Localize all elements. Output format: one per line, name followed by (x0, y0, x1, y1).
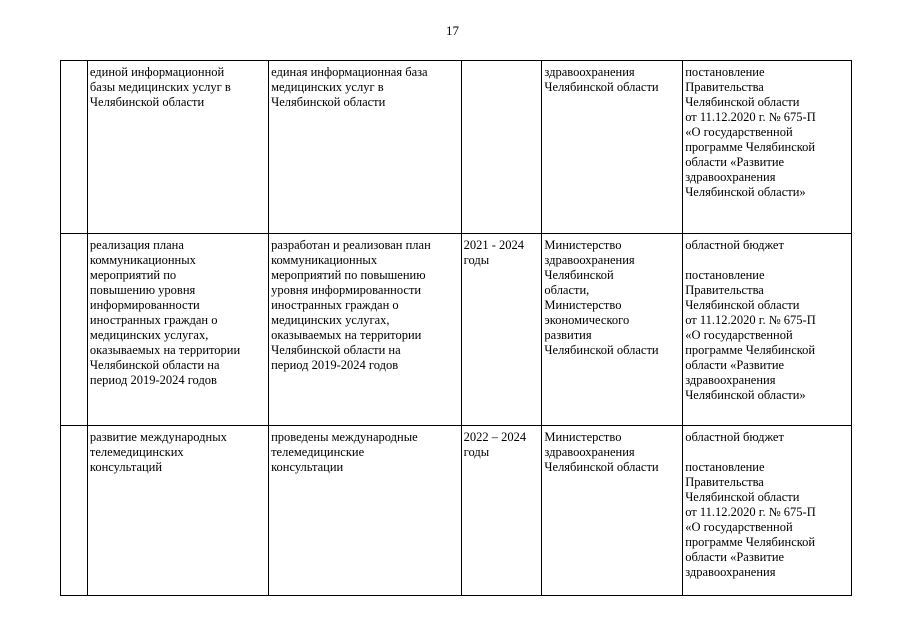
activity-line: медицинских услугах, (89, 328, 209, 342)
legal-basis-line: «О государственной (685, 328, 793, 342)
term-line: годы (463, 445, 490, 459)
term-line: 2021 - 2024 (463, 238, 525, 252)
executor-line: области, (544, 283, 590, 297)
result-line: коммуникационных (271, 253, 378, 267)
executor-line: Челябинской области (544, 460, 659, 474)
term-line: 2022 – 2024 (463, 430, 527, 444)
activity-line: период 2019-2024 годов (89, 373, 217, 387)
activity-cell (87, 426, 268, 596)
result-cell (269, 234, 462, 426)
activity-line: Челябинской области (89, 95, 205, 109)
legal-basis-line: Челябинской области» (685, 388, 806, 402)
executor-line: здравоохранения (544, 65, 635, 79)
executor-line: Челябинской (544, 268, 614, 282)
legal-basis-line: от 11.12.2020 г. № 675-П (685, 313, 816, 327)
legal-basis-line: здравоохранения (685, 565, 776, 579)
legal-basis-line: Челябинской области (685, 490, 800, 504)
activity-line: телемедицинских (89, 445, 184, 459)
activity-line: оказываемых на территории (89, 343, 241, 357)
executor-cell (542, 61, 683, 234)
executor-line: Министерство (544, 298, 622, 312)
activity-line: развитие международных (89, 430, 227, 444)
legal-basis-line: от 11.12.2020 г. № 675-П (685, 110, 816, 124)
activity-line: повышению уровня (89, 283, 196, 297)
result-line: единая информационная база (271, 65, 428, 79)
funding-line: областной бюджет (685, 238, 784, 252)
activity-line: мероприятий по (89, 268, 177, 282)
legal-basis-line: Правительства (685, 80, 764, 94)
executor-line: экономического (544, 313, 630, 327)
term-cell (461, 61, 542, 234)
legal-basis-line: постановление (685, 460, 765, 474)
term-line: годы (463, 253, 490, 267)
executor-line: Челябинской области (544, 80, 659, 94)
executor-line: здравоохранения (544, 445, 635, 459)
table-row (61, 61, 852, 234)
executor-line: Челябинской области (544, 343, 659, 357)
number-cell (61, 61, 88, 234)
legal-basis-line: программе Челябинской (685, 535, 816, 549)
result-line: уровня информированности (271, 283, 422, 297)
result-line: разработан и реализован план (271, 238, 431, 252)
result-line: мероприятий по повышению (271, 268, 426, 282)
legal-basis-line: Правительства (685, 475, 764, 489)
result-line: период 2019-2024 годов (271, 358, 399, 372)
activity-line: иностранных граждан о (89, 313, 218, 327)
legal-basis-line: программе Челябинской (685, 140, 816, 154)
executor-line: здравоохранения (544, 253, 635, 267)
result-cell (269, 61, 462, 234)
result-line: телемедицинские (271, 445, 365, 459)
activity-line: коммуникационных (89, 253, 196, 267)
activity-line: единой информационной (89, 65, 225, 79)
source-cell (683, 234, 852, 426)
source-cell (683, 426, 852, 596)
legal-basis-line: здравоохранения (685, 170, 776, 184)
activity-cell (87, 61, 268, 234)
legal-basis-line: области «Развитие (685, 550, 785, 564)
term-cell (461, 234, 542, 426)
source-cell (683, 61, 852, 234)
table-row (61, 426, 852, 596)
legal-basis-line: Челябинской области» (685, 185, 806, 199)
result-line: Челябинской области на (271, 343, 401, 357)
legal-basis-line: постановление (685, 65, 765, 79)
executor-cell (542, 234, 683, 426)
result-line: консультации (271, 460, 344, 474)
legal-basis-line: области «Развитие (685, 155, 785, 169)
legal-basis-line: Правительства (685, 283, 764, 297)
funding-line: областной бюджет (685, 430, 784, 444)
executor-line: Министерство (544, 430, 622, 444)
activity-line: консультаций (89, 460, 163, 474)
activity-line: базы медицинских услуг в (89, 80, 231, 94)
result-line: оказываемых на территории (271, 328, 422, 342)
executor-cell (542, 426, 683, 596)
table-row (61, 234, 852, 426)
result-line: Челябинской области (271, 95, 386, 109)
number-cell (61, 426, 88, 596)
activity-line: Челябинской области на (89, 358, 220, 372)
legal-basis-line: Челябинской области (685, 298, 800, 312)
result-line: проведены международные (271, 430, 418, 444)
legal-basis-line: «О государственной (685, 520, 793, 534)
term-cell (461, 426, 542, 596)
legal-basis-line: области «Развитие (685, 358, 785, 372)
legal-basis-line: программе Челябинской (685, 343, 816, 357)
program-table (60, 60, 852, 596)
legal-basis-line: постановление (685, 268, 765, 282)
program-table-body (61, 61, 852, 596)
legal-basis-line: здравоохранения (685, 373, 776, 387)
result-line: медицинских услугах, (271, 313, 390, 327)
legal-basis-line: Челябинской области (685, 95, 800, 109)
result-cell (269, 426, 462, 596)
result-line: иностранных граждан о (271, 298, 399, 312)
executor-line: развития (544, 328, 592, 342)
executor-line: Министерство (544, 238, 622, 252)
page-number: 17 (446, 23, 459, 38)
legal-basis-line: от 11.12.2020 г. № 675-П (685, 505, 816, 519)
activity-cell (87, 234, 268, 426)
activity-line: реализация плана (89, 238, 184, 252)
legal-basis-line: «О государственной (685, 125, 793, 139)
activity-line: информированности (89, 298, 200, 312)
number-cell (61, 234, 88, 426)
result-line: медицинских услуг в (271, 80, 384, 94)
